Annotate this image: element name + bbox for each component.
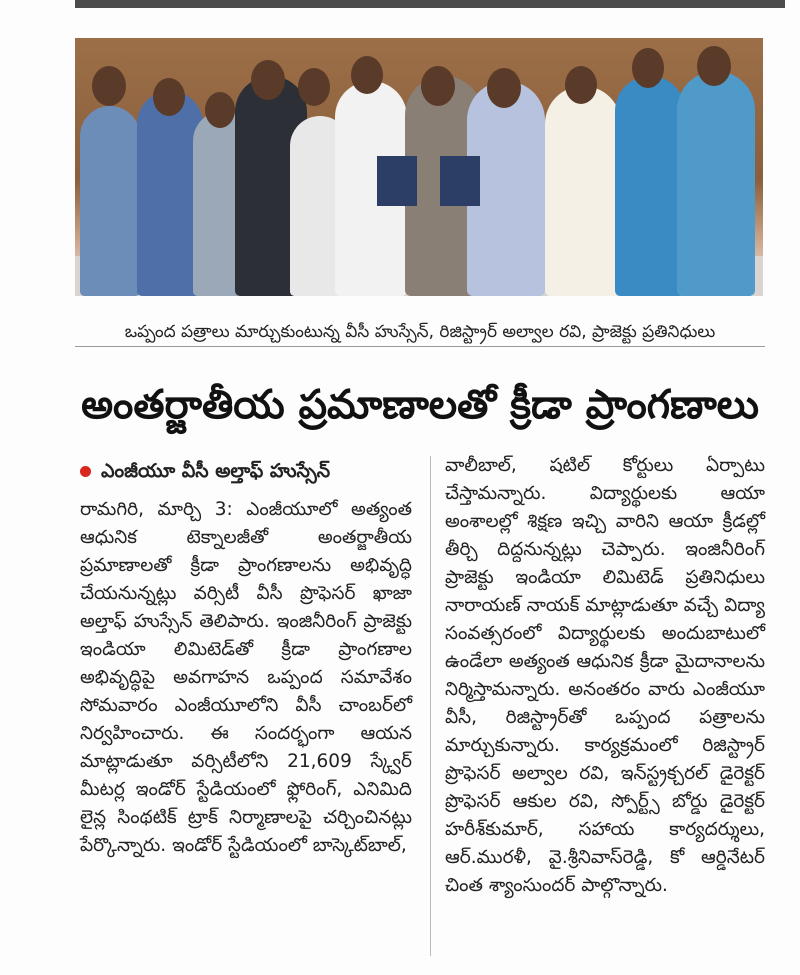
person-head [487, 68, 521, 108]
person-head [92, 66, 126, 106]
headline: అంతర్జాతీయ ప్రమాణాలతో క్రీడా ప్రాంగణాలు [81, 382, 759, 428]
agreement-folder [440, 156, 480, 206]
photo-caption: ఒప్పంద పత్రాలు మార్చుకుంటున్న వీసీ హుస్సేన్, రిజిస్ట్రార్ అల్వాల రవి, ప్రాజెక్టు ప్రతినిధులు [75, 318, 765, 347]
subheading-text: ఎంజీయూ వీసీ అల్తాఫ్ హుస్సేన్ [101, 460, 331, 482]
person-head [421, 66, 455, 106]
article-body-right: వాలీబాల్, షటిల్ కోర్టులు ఏర్పాటు చేస్తామన్నారు. విద్యార్థులకు ఆయా అంశాలల్లో శిక్షణ ఇచ్చి వారిని ఆయా క్రీడల్లో తీర్చి దిద్దనున్నట్లు చెప్పారు. ఇంజినీరింగ్ ప్రాజెక్టు ఇండియా లిమిటెడ్ ప్రతినిధులు నారాయణ్ నాయక్ మాట్లాడుతూ వచ్చే విద్యా సంవత్సరంలో విద్యార్థులకు అందుబాటులో ఉండేలా అత్యంత ఆధునిక క్రీడా మైదానాలను నిర్మిస్తామన్నారు. అనంతరం వారు ఎంజీయూ వీసీ, రిజిస్ట్రార్‌తో ఒప్పంద పత్రాలను మార్చుకున్నారు. కార్యక్రమంలో రిజిస్ట్రార్ ప్రొఫెసర్ అల్వాల రవి, ఇన్‌స్ట్రక్చరల్ డైరెక్టర్ ప్రొఫెసర్ ఆకుల రవి, స్పోర్ట్స్ బోర్డు డైరెక్టర్ హరీశ్‌కుమార్, సహాయ కార్యదర్శులు, ఆర్.మురళీ, వై.శ్రీనివాస్‌రెడ్డి, కో ఆర్డినేటర్ చింత శ్యాంసుందర్ పాల్గొన్నారు. [445, 455, 765, 896]
person-head [298, 68, 330, 106]
agreement-folder [377, 156, 417, 206]
bullet-icon [80, 466, 91, 477]
subheading [80, 456, 412, 486]
top-bar [75, 0, 785, 8]
person-figure [545, 86, 621, 296]
person-head [632, 48, 664, 88]
person-head [351, 56, 383, 94]
person-figure [615, 76, 685, 296]
person-figure [677, 71, 755, 296]
person-head [205, 92, 235, 128]
article-column-left [80, 456, 412, 860]
person-head [697, 46, 731, 86]
person-head [153, 78, 185, 116]
column-divider [430, 456, 431, 956]
article-column-right [445, 452, 765, 900]
article-body-left: రామగిరి, మార్చి 3: ఎంజీయూలో అత్యంత ఆధునిక టెక్నాలజీతో అంతర్జాతీయ ప్రమాణాలతో క్రీడా ప్రాంగణాలను అభివృద్ధి చేయనున్నట్లు వర్సిటీ వీసీ ప్రొఫెసర్ ఖాజా అల్తాఫ్ హుస్సేన్ తెలిపారు. ఇంజినీరింగ్ ప్రాజెక్టు ఇండియా లిమిటెడ్‌తో క్రీడా ప్రాంగణాల అభివృద్ధిపై అవగాహన ఒప్పంద సమావేశం సోమవారం ఎంజీయూలోని వీసీ చాంబర్‌లో నిర్వహించారు. ఈ సందర్భంగా ఆయన మాట్లాడుతూ వర్సిటీలోని 21,609 స్క్వేర్ మీటర్ల ఇండోర్ స్టేడియంలో ఫ్లోరింగ్, ఎనిమిది లైన్ల సింథటిక్ ట్రాక్ నిర్మాణాలపై చర్చించినట్లు పేర్కొన్నారు. ఇండోర్ స్టేడియంలో బాస్కెట్‌బాల్, [80, 499, 412, 856]
person-head [565, 66, 597, 104]
news-photo [75, 38, 763, 296]
person-head [251, 60, 285, 100]
person-figure [80, 106, 140, 296]
